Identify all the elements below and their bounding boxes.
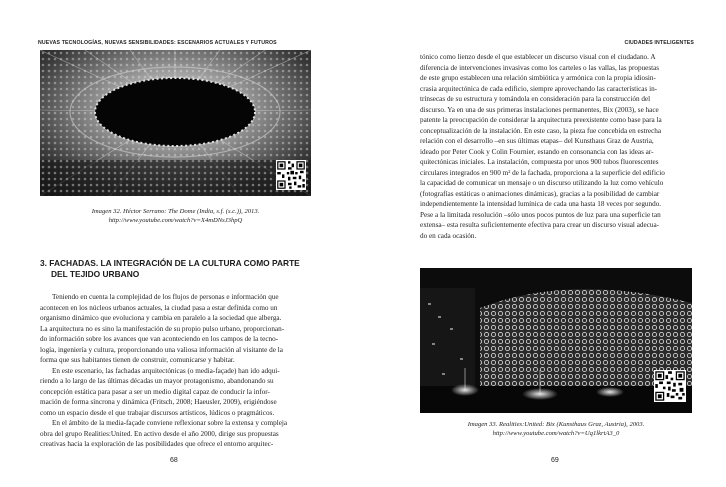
text-line: Teniendo en cuenta la complejidad de los flujos de personas e información que [52,293,279,301]
text-line: En el ámbito de la media-façade conviene reflexionar sobre la extensa y compleja [52,419,288,427]
text-line: Pese a la limitada resolución –sólo unos pocos puntos de luz para una superficie tan [420,210,661,219]
qr-code-icon [276,160,306,190]
text-line: ideado por Peter Cook y Colin Fournier, estando en consonancia con las ideas ar- [420,147,654,156]
kunsthaus-illustration [420,268,692,413]
right-body-text [420,52,700,241]
text-line: trínsecas de su estructura y tomándola en consideración para la construcción del [420,95,651,103]
text-line: diferencia de intervenciones invasivas como los carteles o las vallas, las propuestas [420,63,660,72]
running-head-right: CIUDADES INTELIGENTES [624,40,694,46]
text-line: La arquitectura no es sino la manifestación de su propio pulso urbano, proporcionan- [40,324,285,333]
caption-title: Imagen 32. Héctor Serrano: The Dome (India, s.f. (s.c.)), 2013. [91,208,260,215]
image-32-caption [40,207,311,226]
text-line: independientemente la intensidad lumínica de cada una hasta 18 veces por segundo. [420,200,662,208]
section-heading [40,258,300,280]
text-line: riendo a lo largo de las últimas décadas un mayor protagonismo, abandonando su [40,377,274,385]
text-line: la capacidad de comunicar un mensaje o un discurso utilizando la luz como vehículo [420,179,664,187]
section-heading-line-2: DEL TEJIDO URBANO [51,269,140,279]
text-line: creativas hacia la exploración de las posibilidades que ofrece el entorno arquitec- [40,440,274,448]
running-head-left: NUEVAS TECNOLOGÍAS, NUEVAS SENSIBILIDADES: ESCENARIOS ACTUALES Y FUTUROS [38,40,277,46]
text-line: mación de forma síncrona y dinámica (Fritsch, 2008; Haeusler, 2009), erigiéndose [40,398,277,406]
text-line: logía, ingeniería y cultura, proporcionando una valiosa información al visitante de la [40,345,283,354]
text-line: quitectónicas iniciales. La instalación, compuesta por unos 900 tubos fluorescentes [420,158,659,166]
caption-title: Imagen 33. Realities:United: Bix (Kunsthaus Graz, Austria), 2003. [467,421,645,428]
qr-code-left [276,160,306,190]
dome-illustration [40,50,311,196]
text-line: En este escenario, las fachadas arquitectónicas (o media-façade) han ido adqui- [52,366,280,375]
text-line: patente la preocupación de considerar la arquitectura preexistente como base para la [420,116,662,124]
text-line: tónico como lienzo desde el que establecer un discurso visual con el ciudadano. A [420,53,656,61]
qr-code-right [654,370,686,402]
text-line: do información sobre los avances que van aconteciendo en los campos de la tecno- [40,335,279,343]
page-number-left: 68 [170,457,178,464]
kunsthaus-photo [420,268,692,413]
text-line: circulares integrados en 900 m² de la fachada, proporciona a la superficie del edificio [420,168,665,177]
qr-code-icon [654,370,686,402]
text-line: de este grupo establecen una relación simbiótica y armónica con la propia idiosin- [420,74,656,82]
text-line: obra del grupo Realities:United. En activo desde el año 2000, dirige sus propuestas [40,429,279,438]
text-line: concepción estática para pasar a ser un medio digital capaz de conducir la infor- [40,387,270,396]
section-heading-line-1: 3. FACHADAS. LA INTEGRACIÓN DE LA CULTURA COMO PARTE [40,258,300,268]
caption-url: http://www.youtube.com/watch?v=Uq1lkrtA3_0 [492,430,620,438]
image-33-caption [420,420,692,439]
text-line: como un espacio desde el que trabajar discursos artísticos, lúdicos o pragmáticos. [40,408,275,417]
caption-url: http://www.youtube.com/watch?v=X4mDNsJ3hpQ [108,217,243,225]
right-page [363,0,726,487]
dome-photo [40,50,311,196]
left-body-text [40,292,320,450]
text-line: forma que sus habitantes tienen de construir, comunicarse y habitar. [40,356,235,364]
text-line: relación con el desarrollo –en sus últimas etapas– del Kunsthaus Graz de Austria, [420,137,654,145]
text-line: do en cada ocasión. [420,231,477,240]
text-line: conceptualización de la instalación. En este caso, la pieza fue concebida en estrecha [420,126,662,135]
text-line: discurso. Ya en una de sus primeras instalaciones permanentes, Bix (2003), se hace [420,105,659,114]
page-number-right: 69 [551,457,559,464]
text-line: acontecen en los núcleos urbanos actuales, la ciudad pasa a estar definida como un [40,303,278,312]
text-line: (fotografías estáticas o animaciones dinámicas), gracias a la posibilidad de cambiar [420,189,660,198]
text-line: crasia arquitectónica de cada edificio, siempre aprovechando las características in- [420,84,658,93]
text-line: organismo dinámico que evoluciona y cambia en paralelo a la sociedad que alberga. [40,314,282,322]
text-line: extensa– esta resulta suficientemente efectiva para crear un discurso visual adecua- [420,221,660,229]
